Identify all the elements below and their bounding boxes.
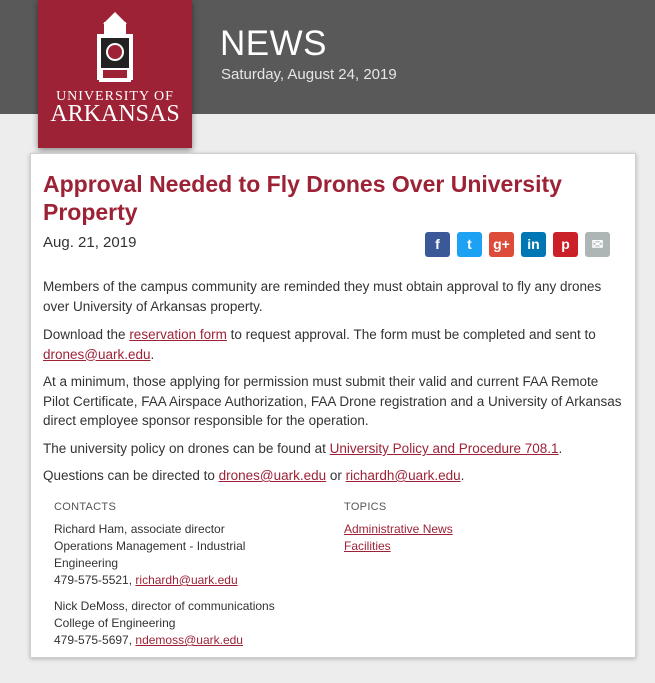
twitter-icon[interactable]: t <box>457 232 482 257</box>
contact-2-phone-row <box>54 632 344 649</box>
text: to request approval. The form must be completed and sent to <box>226 327 596 342</box>
paragraph-5 <box>43 466 623 486</box>
contact-1-phone-row <box>54 572 314 589</box>
contact-1-name: Richard Ham, associate director <box>54 522 225 536</box>
paragraph-4 <box>43 439 623 459</box>
topic-link-facilities[interactable]: Facilities <box>344 539 391 553</box>
article-card <box>30 153 636 658</box>
contact-2-email-link[interactable]: ndemoss@uark.edu <box>135 633 243 647</box>
contact-2-dept: College of Engineering <box>54 616 176 630</box>
contact-1-dept-cont: Engineering <box>54 556 119 570</box>
facebook-icon[interactable]: f <box>425 232 450 257</box>
policy-link[interactable]: University Policy and Procedure 708.1 <box>329 441 559 456</box>
university-logo[interactable] <box>38 0 192 148</box>
email-icon[interactable]: ✉ <box>585 232 610 257</box>
contact-1-dept: Operations Management - Industrial <box>54 539 246 553</box>
paragraph-1: Members of the campus community are reminded they must obtain approval to fly any drones over University of Arkansas property. <box>43 279 602 314</box>
contacts-heading: CONTACTS <box>54 501 117 513</box>
reservation-form-link[interactable]: reservation form <box>129 327 227 342</box>
header-date: Saturday, August 24, 2019 <box>221 66 397 83</box>
drones-email-link-2[interactable]: drones@uark.edu <box>218 468 327 483</box>
old-main-tower-icon <box>94 12 136 84</box>
contact-1 <box>54 521 314 589</box>
linkedin-icon[interactable]: in <box>521 232 546 257</box>
text: or <box>326 468 346 483</box>
drones-email-link[interactable]: drones@uark.edu <box>43 346 151 362</box>
section-title: NEWS <box>220 24 327 63</box>
text: . <box>558 441 563 456</box>
topics-list <box>344 521 544 555</box>
article-headline: Approval Needed to Fly Drones Over University Property <box>43 171 562 225</box>
contact-1-email-link[interactable]: richardh@uark.edu <box>135 573 238 587</box>
pinterest-icon[interactable]: p <box>553 232 578 257</box>
topics-heading: TOPICS <box>344 501 387 513</box>
contact-1-phone: 479-575-5521, <box>54 573 136 587</box>
text: Questions can be directed to <box>43 468 219 483</box>
contact-2-name: Nick DeMoss, director of communications <box>54 599 275 613</box>
contact-2-phone: 479-575-5697, <box>54 633 136 647</box>
logo-line-2: ARKANSAS <box>50 101 180 127</box>
google-plus-icon[interactable]: g+ <box>489 232 514 257</box>
text: The university policy on drones can be found at <box>43 441 330 456</box>
topic-link-administrative-news[interactable]: Administrative News <box>344 522 453 536</box>
article-date: Aug. 21, 2019 <box>43 234 137 251</box>
text: . <box>150 346 155 362</box>
text: . <box>460 468 465 483</box>
logo-line-1: UNIVERSITY OF <box>56 89 174 104</box>
paragraph-3: At a minimum, those applying for permission must submit their valid and current FAA Remote Pilot Certificate, FAA Airspace Authorization, FAA Drone registration and a University of Arkansas direct employee sponsor responsible for the operation. <box>43 374 622 428</box>
contact-2 <box>54 598 344 649</box>
paragraph-2 <box>43 325 623 364</box>
richardh-email-link[interactable]: richardh@uark.edu <box>345 468 461 483</box>
text: Download the <box>43 327 130 342</box>
